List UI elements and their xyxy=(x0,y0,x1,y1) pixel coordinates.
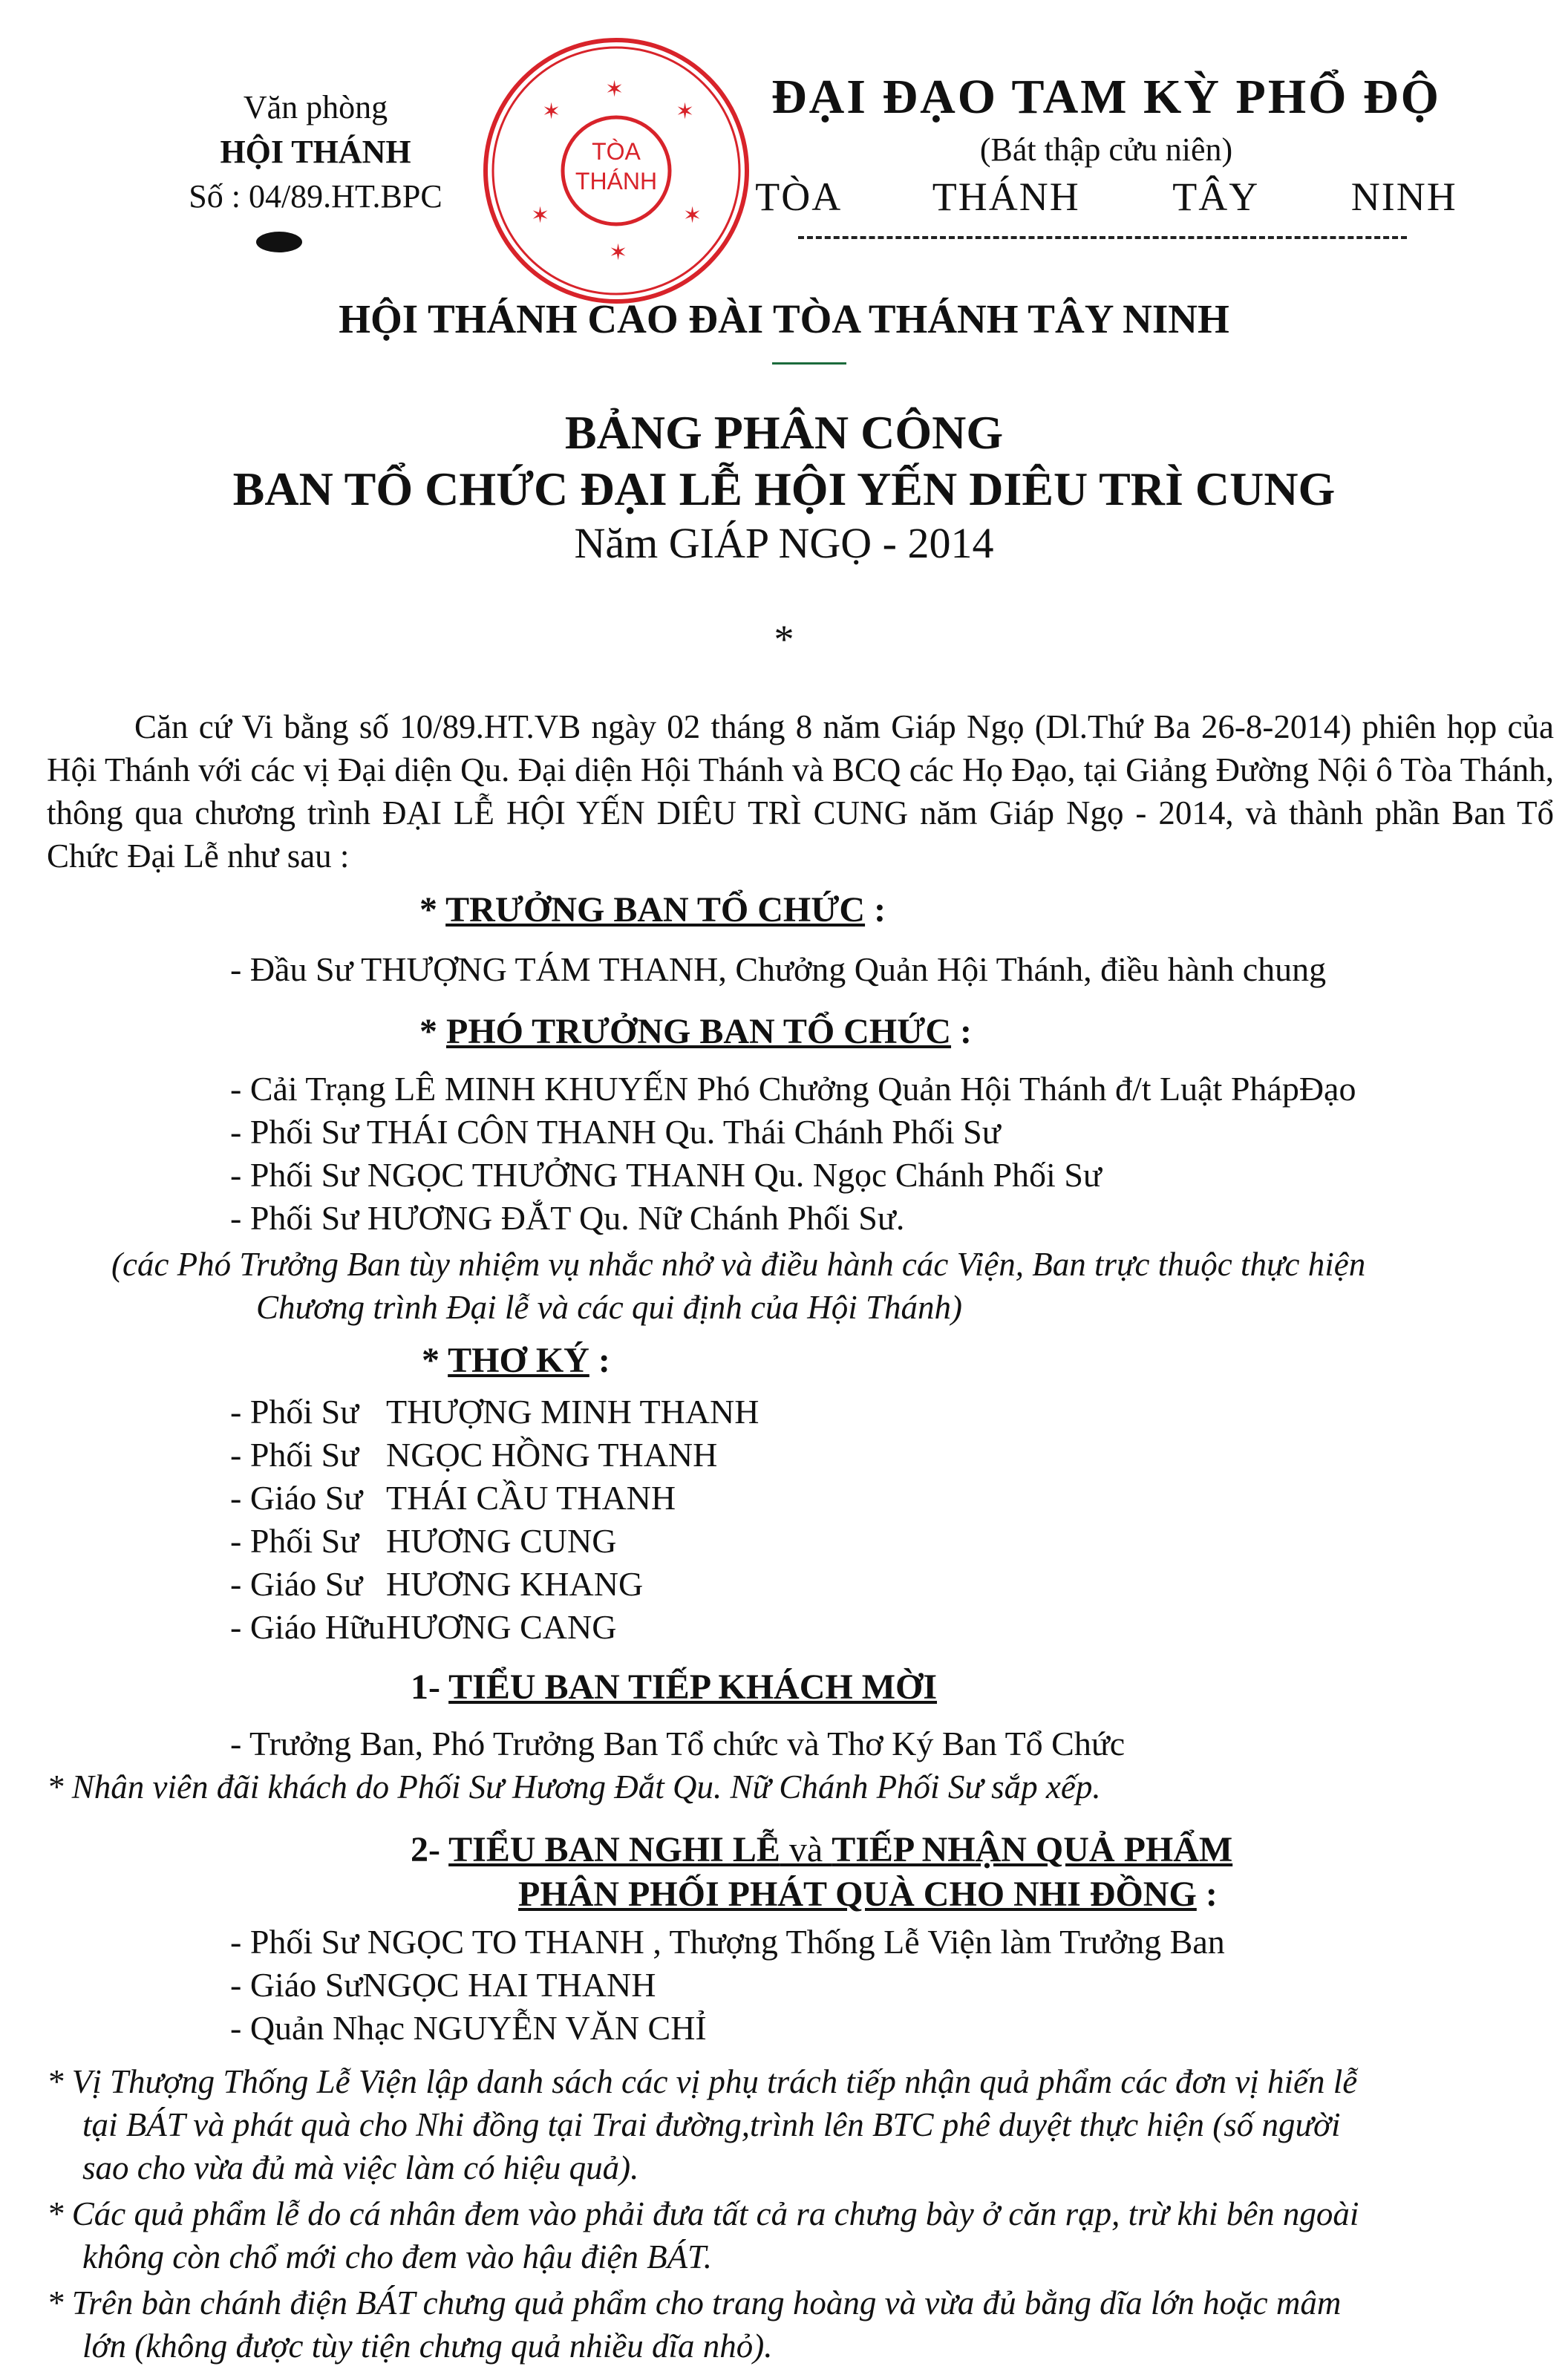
place-line xyxy=(742,171,1470,223)
council-label: HỘI THÁNH xyxy=(220,134,411,170)
tieu-ban-1-item: - Trưởng Ban, Phó Trưởng Ban Tổ chức và Thơ Ký Ban Tổ Chức xyxy=(230,1725,1126,1762)
heading-star: * xyxy=(774,617,794,661)
tho-ky-list xyxy=(230,1391,759,1649)
list-item: - Cải Trạng LÊ MINH KHUYẾN Phó Chưởng Quản Hội Thánh đ/t Luật PhápĐạo xyxy=(230,1070,1356,1108)
tieu-ban-1-note: * Nhân viên đãi khách do Phối Sư Hương Đắt Qu. Nữ Chánh Phối Sư sắp xếp. xyxy=(47,1768,1101,1806)
truong-ban-item: - Đầu Sư THƯỢNG TÁM THANH, Chưởng Quản Hội Thánh, điều hành chung xyxy=(230,950,1327,988)
heading-year: Năm GIÁP NGỌ - 2014 xyxy=(574,519,994,567)
title-rule xyxy=(772,362,846,365)
svg-text:✶: ✶ xyxy=(531,203,550,229)
list-item: - Phối Sư THƯỢNG MINH THANH xyxy=(230,1393,760,1431)
header-divider xyxy=(798,236,1407,239)
section-pho-truong-ban: * PHÓ TRƯỞNG BAN TỔ CHỨC : xyxy=(419,1012,973,1051)
document-heading xyxy=(0,405,1568,517)
list-item: - Quản Nhạc NGUYỄN VĂN CHỈ xyxy=(230,2009,707,2047)
header-left xyxy=(111,85,520,219)
tieu-ban-2-list xyxy=(230,1921,1225,2050)
religion-name: ĐẠI ĐẠO TAM KỲ PHỔ ĐỘ xyxy=(771,70,1442,124)
office-label: Văn phòng xyxy=(243,89,388,125)
ornament-mark xyxy=(256,232,302,252)
section-tieu-ban-1: 1- TIỂU BAN TIẾP KHÁCH MỜI xyxy=(411,1667,938,1707)
note-1: * Vị Thượng Thống Lễ Viện lập danh sách các vị phụ trách tiếp nhận quả phẩm các đơn vị hiến lễ tại BÁT và phát quà cho Nhi đồng tại Trai đường,trình lên BTC phê duyệt thực hiện (số người sao cho vừa đủ mà việc làm có hiệu quả). xyxy=(47,2063,1358,2186)
heading-line1: BẢNG PHÂN CÔNG xyxy=(564,406,1004,459)
list-item: - Giáo Sư HƯƠNG KHANG xyxy=(230,1565,644,1603)
pho-truong-ban-list xyxy=(230,1068,1356,1240)
pho-truong-ban-note: (các Phó Trưởng Ban tùy nhiệm vụ nhắc nhở và điều hành các Viện, Ban trực thuộc thực hiện Chương trình Đại lễ và các qui định của Hội Thánh) xyxy=(111,1246,1366,1326)
list-item: - Phối Sư HƯƠNG ĐẮT Qu. Nữ Chánh Phối Sư. xyxy=(230,1199,905,1237)
list-item: - Phối Sư THÁI CÔN THANH Qu. Thái Chánh Phối Sư xyxy=(230,1113,1001,1151)
place-holy-see: TÒA THÁNH xyxy=(755,174,1080,219)
document-number: Số : 04/89.HT.BPC xyxy=(189,178,442,215)
section-tho-ky: * THƠ KÝ : xyxy=(422,1341,610,1380)
section-tieu-ban-2: 2- TIỂU BAN NGHI LỄ và TIẾP NHẬN QUẢ PHẨM PHÂN PHỐI PHÁT QUÀ CHO NHI ĐỒNG : xyxy=(411,1830,1233,1914)
seal-center-line2: THÁNH xyxy=(575,168,658,195)
main-title: HỘI THÁNH CAO ĐÀI TÒA THÁNH TÂY NINH xyxy=(339,296,1229,342)
svg-text:✶: ✶ xyxy=(609,240,628,266)
svg-text:✶: ✶ xyxy=(542,99,561,125)
list-item: - Phối Sư HƯƠNG CUNG xyxy=(230,1522,617,1560)
tieu-ban-2-notes xyxy=(47,2060,1359,2368)
list-item: - Giáo HữuHƯƠNG CANG xyxy=(230,1608,617,1646)
note-2: * Các quả phẩm lễ do cá nhân đem vào phải đưa tất cả ra chưng bày ở căn rạp, trừ khi bên ngoài không còn chổ mới cho đem vào hậu điện BÁT. xyxy=(47,2195,1359,2275)
svg-text:✶: ✶ xyxy=(676,99,695,125)
list-item: - Phối Sư NGỌC HỒNG THANH xyxy=(230,1436,718,1474)
section-truong-ban: * TRƯỞNG BAN TỔ CHỨC : xyxy=(419,890,886,929)
list-item: - Phối Sư NGỌC TO THANH , Thượng Thống Lễ Viện làm Trưởng Ban xyxy=(230,1923,1225,1961)
era-label: (Bát thập cửu niên) xyxy=(979,131,1233,168)
place-tay-ninh: TÂY NINH xyxy=(1172,174,1457,219)
list-item: - Giáo SưNGỌC HAI THANH xyxy=(230,1966,656,2004)
seal-center-line1: TÒA xyxy=(592,138,641,165)
list-item: - Giáo Sư THÁI CẦU THANH xyxy=(230,1479,676,1517)
svg-text:✶: ✶ xyxy=(605,76,624,102)
heading-line2: BAN TỔ CHỨC ĐẠI LỄ HỘI YẾN DIÊU TRÌ CUNG xyxy=(232,463,1336,515)
intro-paragraph: Căn cứ Vi bằng số 10/89.HT.VB ngày 02 tháng 8 năm Giáp Ngọ (Dl.Thứ Ba 26-8-2014) phiên họp của Hội Thánh với các vị Đại diện Qu. Đại diện Hội Thánh và BCQ các Họ Đạo, tại Giảng Đường Nội ô Tòa Thánh, thông qua chương trình ĐẠI LỄ HỘI YẾN DIÊU TRÌ CUNG năm Giáp Ngọ - 2014, và thành phần Ban Tổ Chức Đại Lễ như sau : xyxy=(47,708,1554,875)
note-3: * Trên bàn chánh điện BÁT chưng quả phẩm cho trang hoàng và vừa đủ bằng dĩa lớn hoặc mâm lớn (không được tùy tiện chưng quả nhiều dĩa nhỏ). xyxy=(47,2284,1342,2365)
svg-text:✶: ✶ xyxy=(683,203,702,229)
list-item: - Phối Sư NGỌC THƯỞNG THANH Qu. Ngọc Chánh Phối Sư xyxy=(230,1156,1102,1194)
header-right xyxy=(742,65,1470,223)
